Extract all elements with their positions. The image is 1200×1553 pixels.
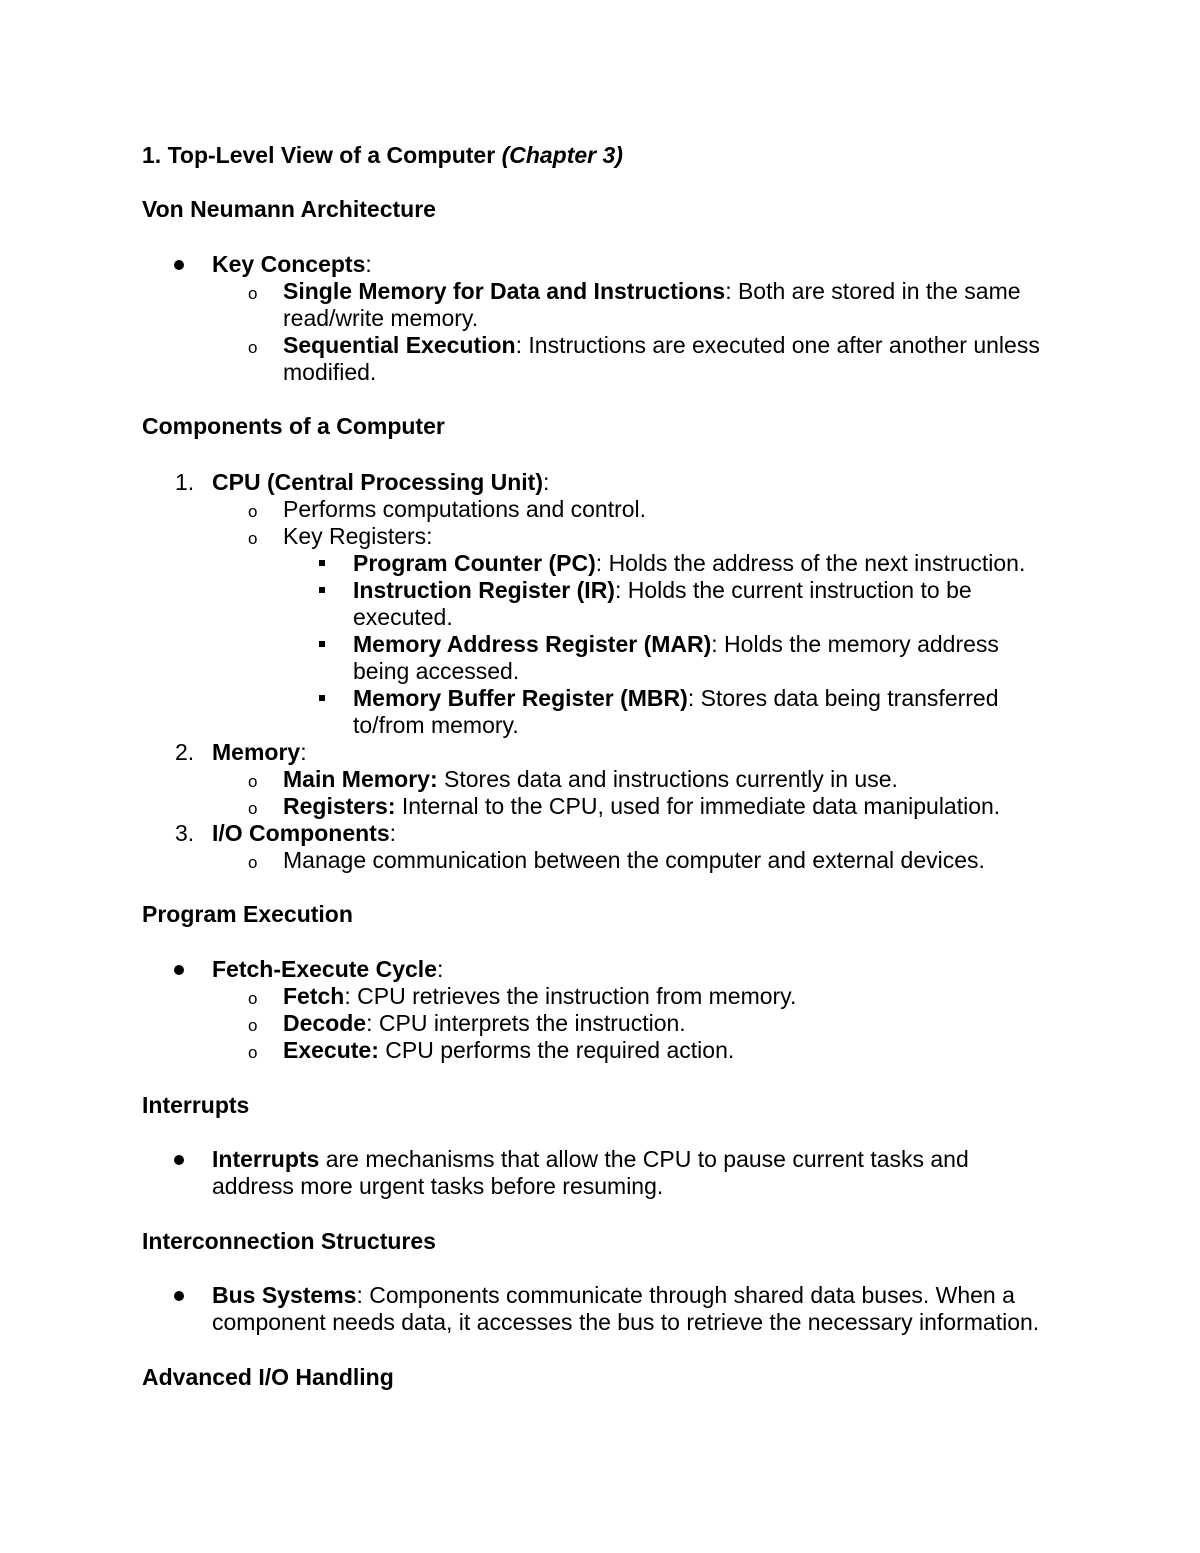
concept-term: Sequential Execution bbox=[283, 332, 516, 358]
cpu-label: CPU (Central Processing Unit) bbox=[212, 469, 543, 495]
bullet-square bbox=[319, 695, 325, 701]
cycle-step bbox=[283, 983, 796, 1010]
bus-term: Bus Systems bbox=[212, 1282, 357, 1308]
heading-program-execution: Program Execution bbox=[142, 901, 353, 927]
step-text: CPU performs the required action. bbox=[378, 1037, 735, 1063]
register-text-cont: executed. bbox=[353, 604, 453, 630]
heading-interrupts: Interrupts bbox=[142, 1092, 250, 1118]
page-title bbox=[142, 142, 623, 169]
register-item bbox=[353, 550, 1025, 577]
bullet-circle: o bbox=[248, 772, 258, 791]
bullet-circle: o bbox=[248, 1016, 258, 1035]
register-item bbox=[353, 631, 999, 658]
register-item bbox=[353, 685, 999, 712]
list-number: 2. bbox=[175, 739, 195, 765]
step-term: Decode bbox=[283, 1010, 367, 1036]
memory-term: Registers: bbox=[283, 793, 396, 819]
title-chapter: (Chapter 3) bbox=[501, 142, 623, 168]
memory-item bbox=[212, 739, 307, 766]
heading-interconnection: Interconnection Structures bbox=[142, 1228, 436, 1254]
concept-term: Single Memory for Data and Instructions bbox=[283, 278, 726, 304]
memory-term: Main Memory: bbox=[283, 766, 438, 792]
bullet-circle: o bbox=[248, 799, 258, 818]
register-text: : Holds the memory address bbox=[711, 631, 999, 657]
memory-subitem bbox=[283, 766, 898, 793]
concept-text: : Both are stored in the same bbox=[725, 278, 1021, 304]
key-concepts-label: Key Concepts bbox=[212, 251, 366, 277]
interrupts-item bbox=[212, 1146, 969, 1173]
interrupts-term: Interrupts bbox=[212, 1146, 320, 1172]
cycle-step bbox=[283, 1037, 734, 1064]
register-text-cont: being accessed. bbox=[353, 658, 520, 684]
concept-item bbox=[283, 278, 1021, 305]
step-term: Fetch bbox=[283, 983, 345, 1009]
list-number: 3. bbox=[175, 820, 195, 846]
bullet-circle: o bbox=[248, 529, 258, 548]
memory-subitem bbox=[283, 793, 1000, 820]
register-text: : Stores data being transferred bbox=[687, 685, 999, 711]
io-text: Manage communication between the computer and external devices. bbox=[283, 847, 985, 873]
colon: : bbox=[300, 739, 307, 765]
bullet-square bbox=[319, 587, 325, 593]
cpu-item bbox=[212, 469, 549, 496]
concept-item bbox=[283, 332, 1040, 359]
key-concepts-item bbox=[212, 251, 372, 278]
io-item bbox=[212, 820, 396, 847]
register-item bbox=[353, 577, 972, 604]
bus-text: : Components communicate through shared data buses. When a bbox=[356, 1282, 1015, 1308]
concept-text-cont: read/write memory. bbox=[283, 305, 479, 331]
cycle-item bbox=[212, 956, 443, 983]
memory-text: Stores data and instructions currently in use. bbox=[437, 766, 898, 792]
heading-von-neumann: Von Neumann Architecture bbox=[142, 196, 436, 222]
bullet-circle: o bbox=[248, 853, 258, 872]
bullet-circle: o bbox=[248, 338, 258, 357]
colon: : bbox=[543, 469, 550, 495]
register-term: Memory Buffer Register (MBR) bbox=[353, 685, 688, 711]
heading-components: Components of a Computer bbox=[142, 413, 445, 439]
bullet-circle: o bbox=[248, 284, 258, 303]
list-number: 1. bbox=[175, 469, 195, 495]
concept-text: : Instructions are executed one after another unless bbox=[515, 332, 1040, 358]
title-text: Top-Level View of a Computer bbox=[167, 142, 496, 168]
bullet-disc bbox=[174, 965, 184, 975]
colon: : bbox=[389, 820, 397, 846]
heading-advanced-io: Advanced I/O Handling bbox=[142, 1364, 394, 1390]
register-text-cont: to/from memory. bbox=[353, 712, 519, 738]
bullet-disc bbox=[174, 1155, 184, 1165]
register-term: Instruction Register (IR) bbox=[353, 577, 615, 603]
bullet-circle: o bbox=[248, 502, 258, 521]
bullet-circle: o bbox=[248, 1043, 258, 1062]
cycle-step bbox=[283, 1010, 686, 1037]
bus-text-cont: component needs data, it accesses the bus to retrieve the necessary information. bbox=[212, 1309, 1040, 1335]
concept-text-cont: modified. bbox=[283, 359, 377, 385]
colon: : bbox=[436, 956, 444, 982]
step-term: Execute: bbox=[283, 1037, 379, 1063]
cpu-performs: Performs computations and control. bbox=[283, 496, 647, 522]
colon: : bbox=[365, 251, 372, 277]
register-text: : Holds the current instruction to be bbox=[614, 577, 972, 603]
interrupts-text-cont: address more urgent tasks before resuming. bbox=[212, 1173, 664, 1199]
memory-label: Memory bbox=[212, 739, 301, 765]
step-text: : CPU retrieves the instruction from memory. bbox=[344, 983, 797, 1009]
bullet-disc bbox=[174, 1291, 184, 1301]
bullet-square bbox=[319, 560, 325, 566]
bullet-square bbox=[319, 641, 325, 647]
register-text: : Holds the address of the next instruction. bbox=[595, 550, 1026, 576]
interrupts-text: are mechanisms that allow the CPU to pause current tasks and bbox=[319, 1146, 969, 1172]
register-term: Program Counter (PC) bbox=[353, 550, 596, 576]
memory-text: Internal to the CPU, used for immediate data manipulation. bbox=[395, 793, 1001, 819]
cycle-label: Fetch-Execute Cycle bbox=[212, 956, 437, 982]
bus-item bbox=[212, 1282, 1015, 1309]
io-label: I/O Components bbox=[212, 820, 390, 846]
step-text: : CPU interprets the instruction. bbox=[366, 1010, 686, 1036]
bullet-disc bbox=[174, 260, 184, 270]
register-term: Memory Address Register (MAR) bbox=[353, 631, 712, 657]
cpu-key-registers: Key Registers: bbox=[283, 523, 433, 549]
title-number: 1. bbox=[142, 142, 162, 168]
bullet-circle: o bbox=[248, 989, 258, 1008]
